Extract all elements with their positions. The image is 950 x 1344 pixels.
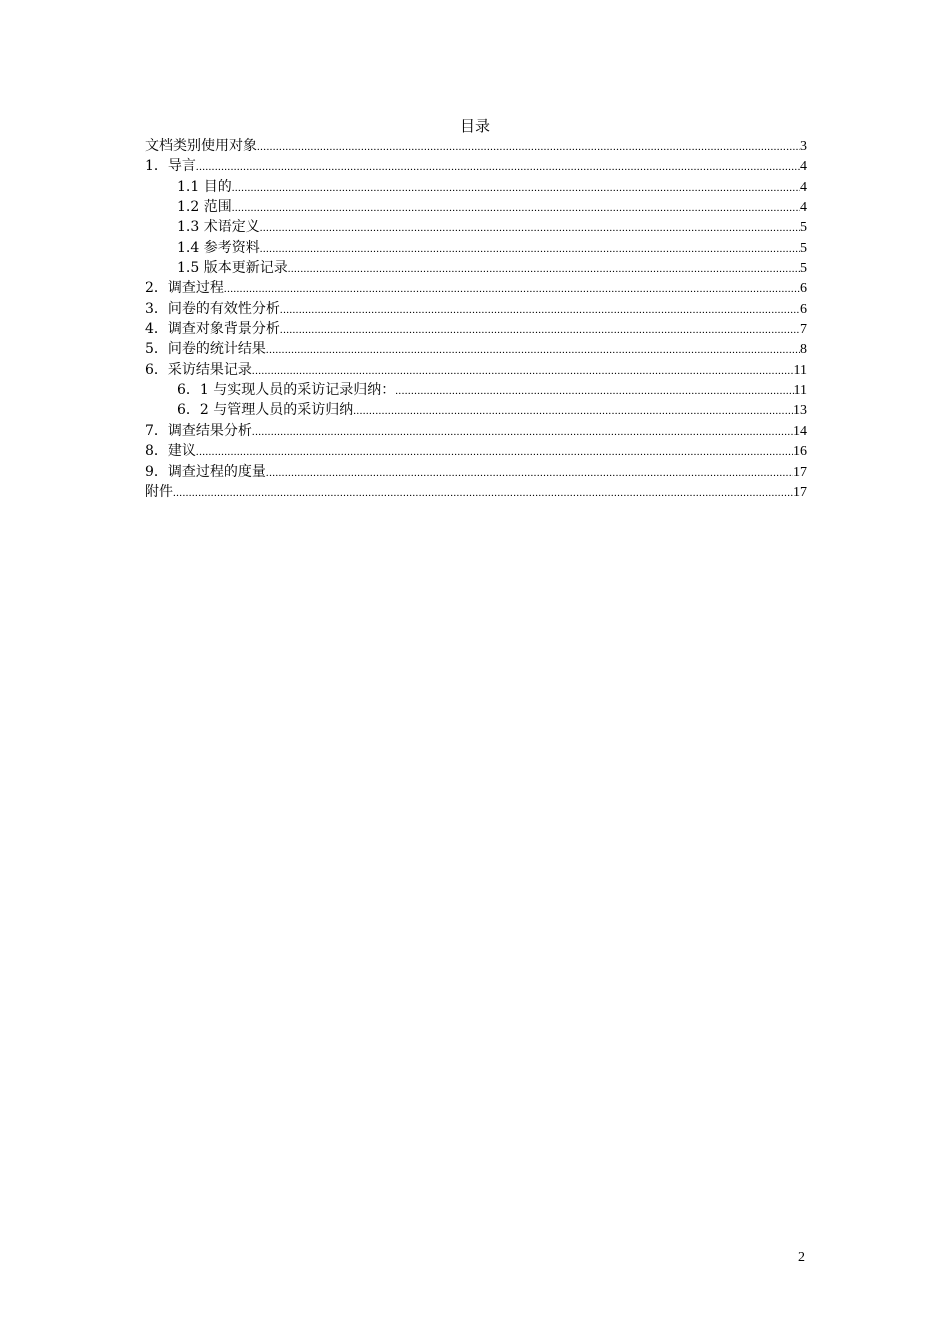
toc-entry-page: 3 <box>800 139 807 154</box>
toc-entry[interactable] <box>145 339 807 359</box>
toc-dot-leader <box>266 463 793 483</box>
toc-entry[interactable] <box>145 299 807 319</box>
toc-entry[interactable] <box>145 238 807 258</box>
page-number: 2 <box>798 1250 805 1265</box>
toc-entry[interactable] <box>145 360 807 380</box>
toc-dot-leader <box>260 218 800 238</box>
toc-entry-label: 6．采访结果记录 <box>145 361 252 378</box>
toc-dot-leader <box>196 157 800 177</box>
toc-entry-label: 4．调查对象背景分析 <box>145 321 280 338</box>
toc-entry-label: 9．调查过程的度量 <box>145 463 266 480</box>
toc-entry-label: 1.4 参考资料 <box>177 239 260 256</box>
toc-dot-leader <box>252 422 793 442</box>
toc-entry[interactable] <box>145 217 807 237</box>
table-of-contents <box>145 136 807 502</box>
toc-entry-page: 4 <box>800 179 807 195</box>
toc-entry-label: 2．调查过程 <box>145 280 224 297</box>
toc-entry[interactable] <box>145 177 807 197</box>
toc-dot-leader <box>353 401 793 421</box>
toc-entry[interactable] <box>145 400 807 420</box>
toc-entry-page: 8 <box>800 342 807 358</box>
toc-entry-page: 14 <box>793 423 807 439</box>
toc-entry[interactable] <box>145 462 807 482</box>
toc-entry-page: 5 <box>800 220 807 236</box>
toc-entry[interactable] <box>145 278 807 298</box>
toc-entry-page: 16 <box>793 444 807 460</box>
toc-entry-page: 6 <box>800 301 807 317</box>
toc-entry-page: 4 <box>800 159 807 175</box>
toc-dot-leader <box>173 483 793 503</box>
toc-entry[interactable] <box>145 197 807 217</box>
toc-entry-label: 文档类别使用对象 <box>145 138 257 154</box>
toc-entry-label: 1.3 术语定义 <box>177 219 260 236</box>
toc-entry-label: 8．建议 <box>145 443 196 460</box>
toc-entry[interactable] <box>145 380 807 400</box>
toc-entry-label: 3．问卷的有效性分析 <box>145 300 280 317</box>
toc-entry-label: 附件 <box>145 483 173 500</box>
toc-dot-leader <box>252 361 794 381</box>
toc-title: 目录 <box>459 117 490 135</box>
toc-entry-page: 11 <box>793 383 807 399</box>
toc-entry-label: 1.5 版本更新记录 <box>177 260 288 277</box>
toc-entry[interactable] <box>145 482 807 502</box>
toc-entry-page: 6 <box>800 281 807 297</box>
toc-entry[interactable] <box>145 441 807 461</box>
toc-entry-label: 1.2 范围 <box>177 199 232 216</box>
toc-dot-leader <box>395 381 793 401</box>
toc-entry[interactable] <box>145 136 807 156</box>
toc-entry[interactable] <box>145 319 807 339</box>
toc-entry[interactable] <box>145 156 807 176</box>
toc-entry-page: 5 <box>800 261 807 277</box>
toc-entry-page: 4 <box>800 200 807 216</box>
toc-entry-page: 17 <box>793 464 807 480</box>
toc-entry-label: 6．2 与管理人员的采访归纳 <box>177 402 354 419</box>
toc-dot-leader <box>232 198 800 218</box>
toc-entry-label: 1.1 目的 <box>177 178 232 195</box>
toc-entry-label: 7．调查结果分析 <box>145 422 252 439</box>
toc-dot-leader <box>224 279 800 299</box>
toc-dot-leader <box>196 442 793 462</box>
toc-entry-page: 11 <box>793 362 807 378</box>
toc-entry-label: 1．导言 <box>145 158 196 175</box>
toc-dot-leader <box>288 259 800 279</box>
toc-dot-leader <box>266 340 800 360</box>
toc-entry[interactable] <box>145 258 807 278</box>
toc-entry-label: 6．1 与实现人员的采访记录归纳： <box>177 382 396 399</box>
toc-dot-leader <box>280 320 800 340</box>
toc-entry-page: 13 <box>793 403 807 419</box>
toc-entry-label: 5．问卷的统计结果 <box>145 341 266 358</box>
toc-entry-page: 5 <box>800 240 807 256</box>
toc-entry-page: 17 <box>793 484 807 500</box>
toc-dot-leader <box>257 137 800 157</box>
toc-entry[interactable] <box>145 421 807 441</box>
toc-entry-page: 7 <box>800 322 807 338</box>
toc-dot-leader <box>260 239 800 259</box>
toc-dot-leader <box>280 300 800 320</box>
toc-dot-leader <box>232 178 800 198</box>
